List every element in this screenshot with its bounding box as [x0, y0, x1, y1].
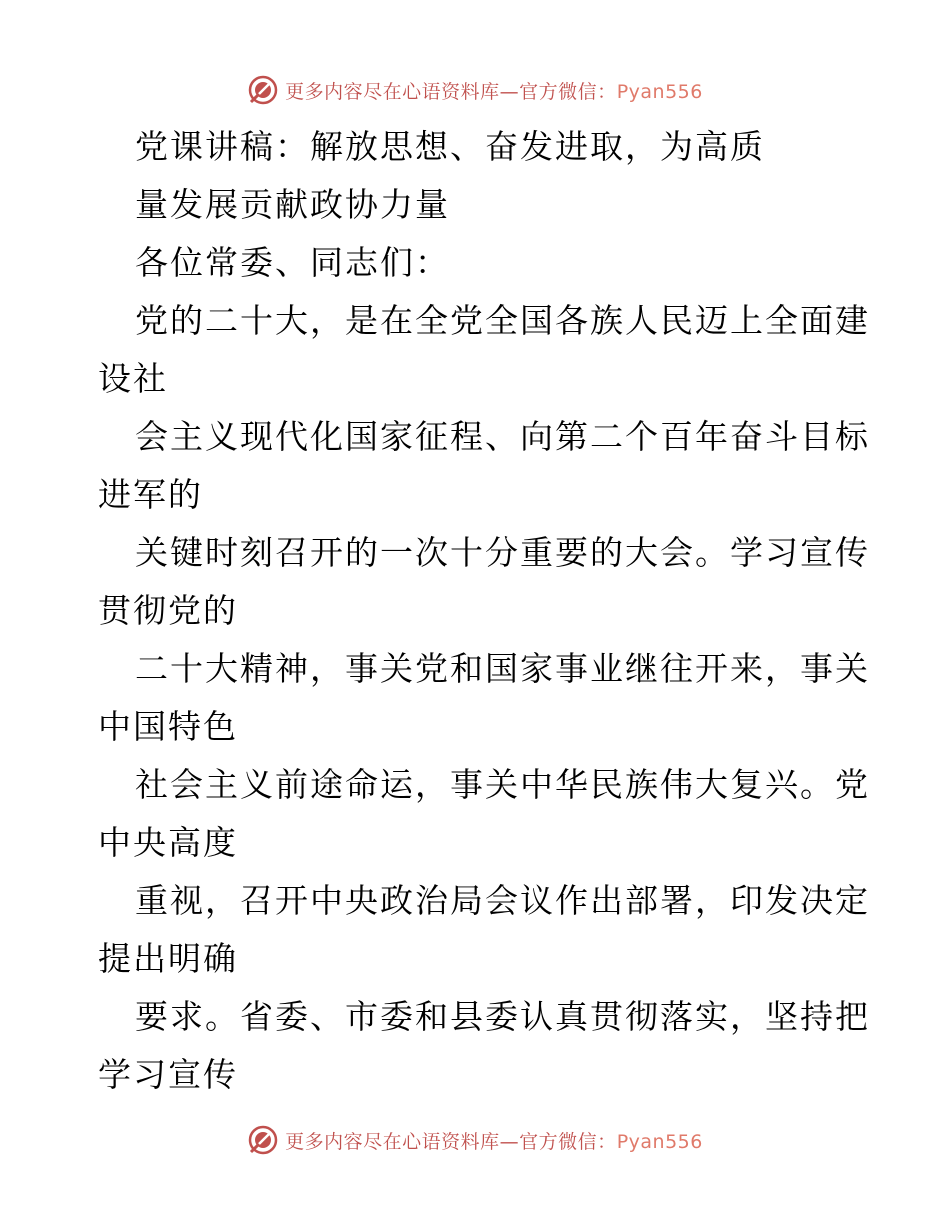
document-title-line-1: 党课讲稿：解放思想、奋发进取，为高质 [135, 127, 765, 166]
body-line: 中国特色 [98, 707, 238, 746]
body-line: 提出明确 [98, 939, 238, 978]
banner-text: 更多内容尽在心语资料库—官方微信：Pyan556 [285, 80, 703, 103]
body-line: 贯彻党的 [98, 591, 238, 630]
footer-banner [0, 1122, 950, 1158]
body-line: 会主义现代化国家征程、向第二个百年奋斗目标 [135, 417, 870, 456]
body-line: 进军的 [98, 475, 203, 514]
red-seal-logo-icon [247, 74, 279, 106]
body-line: 社会主义前途命运，事关中华民族伟大复兴。党 [135, 765, 870, 804]
red-seal-logo-icon [247, 1124, 279, 1156]
body-line: 中央高度 [98, 823, 238, 862]
body-line: 二十大精神，事关党和国家事业继往开来，事关 [135, 649, 870, 688]
body-line: 重视，召开中央政治局会议作出部署，印发决定 [135, 881, 870, 920]
document-body [98, 118, 870, 1104]
body-line: 关键时刻召开的一次十分重要的大会。学习宣传 [135, 533, 870, 572]
body-line: 设社 [98, 359, 168, 398]
document-title-line-2: 量发展贡献政协力量 [135, 185, 450, 224]
body-line: 学习宣传 [98, 1055, 238, 1094]
body-line: 党的二十大，是在全党全国各族人民迈上全面建 [135, 301, 870, 340]
salutation-line: 各位常委、同志们： [135, 243, 450, 282]
header-banner [0, 72, 950, 108]
body-line: 要求。省委、市委和县委认真贯彻落实，坚持把 [135, 997, 870, 1036]
banner-text: 更多内容尽在心语资料库—官方微信：Pyan556 [285, 1130, 703, 1153]
